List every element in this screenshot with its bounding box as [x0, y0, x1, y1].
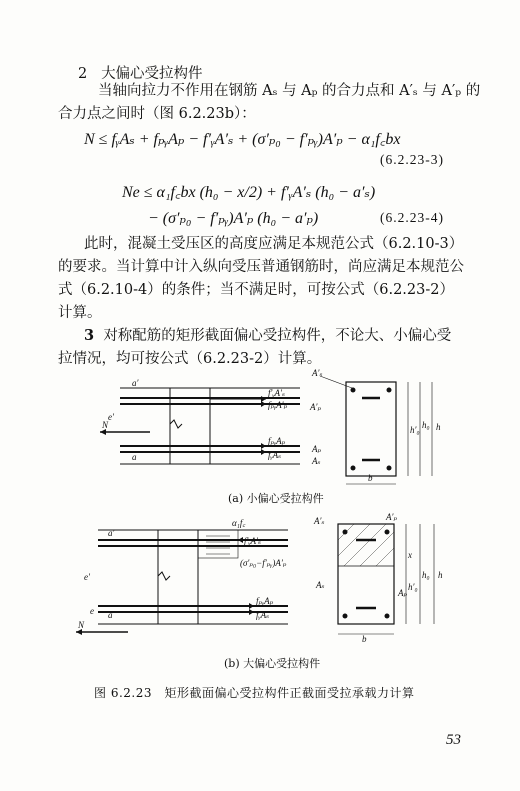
equation-number: (6.2.23-4) [380, 210, 444, 225]
section-title: 大偏心受拉构件 [101, 66, 203, 82]
stress-label: α₁f꜀ [232, 518, 246, 528]
dimension-label: h₀ [422, 570, 430, 580]
eccentricity-label: e′ [108, 412, 114, 422]
eccentricity-label: e [90, 606, 94, 616]
section-number: 2 [78, 66, 88, 82]
axial-force-label: N [78, 620, 85, 630]
dimension-label: h₀ [422, 420, 430, 430]
paragraph-line: 计算。 [58, 305, 102, 321]
dimension-label: b [362, 634, 367, 644]
paragraph-3 [84, 325, 451, 347]
force-label: fᵧAₛ [256, 610, 270, 620]
subfigure-caption: (a) 小偏心受拉构件 [228, 492, 324, 505]
cover-label: a [132, 452, 137, 462]
dimension-label: h [438, 570, 443, 580]
force-label: f′ᵧA′ₛ [268, 388, 286, 398]
subfigure-caption: (b) 大偏心受拉构件 [224, 657, 321, 670]
dimension-label: h [436, 422, 441, 432]
cover-label: a [108, 610, 113, 620]
axial-force-label: N [102, 420, 109, 430]
rebar-label: A′ₛ [312, 368, 323, 378]
dimension-label: h′₀ [408, 582, 418, 592]
paragraph-line: 式（6.2.10-4）的条件；当不满足时，可按公式（6.2.23-2） [58, 282, 454, 298]
equation-6-2-23-4-line2: − (σ′ₚ₀ − f′ₚᵧ)A′ₚ (h₀ − a′ₚ) [148, 210, 319, 227]
force-label: f′ᵧA′ₛ [244, 536, 262, 546]
figure-b-diagram [68, 510, 478, 645]
dimension-label: x [408, 550, 412, 560]
page-number: 53 [446, 732, 461, 748]
force-label: (σ′ₚ₀−f′ₚᵧ)A′ₚ [240, 558, 287, 568]
equation-number: (6.2.23-3) [380, 152, 444, 167]
paragraph-line: 合力点之间时（图 6.2.23b）： [58, 106, 256, 122]
equation-6-2-23-3: N ≤ fᵧAₛ + fₚᵧAₚ − f′ᵧA′ₛ + (σ′ₚ₀ − f′ₚᵧ)A′ₚ − α₁f꜀bx [84, 131, 401, 148]
rebar-label: Aₚ [312, 444, 322, 454]
rebar-label: Aₛ [316, 580, 325, 590]
rebar-label: Aₛ [312, 456, 321, 466]
cover-label: a′ [132, 378, 139, 388]
paragraph-line: 此时，混凝土受压区的高度应满足本规范公式（6.2.10-3） [84, 236, 464, 252]
rebar-label: A′ₚ [386, 512, 398, 522]
rebar-label: A′ₚ [310, 402, 322, 412]
figure-caption: 图 6.2.23 矩形截面偏心受拉构件正截面受拉承载力计算 [94, 686, 415, 700]
force-label: fᵧAₛ [268, 450, 282, 460]
force-label: fₚᵧA′ₚ [268, 400, 288, 410]
figure-a-diagram [90, 368, 480, 488]
force-label: fₚᵧAₚ [256, 596, 274, 606]
dimension-label: h′₀ [410, 425, 420, 435]
item-number: 3 [84, 327, 95, 344]
dimension-label: b [368, 473, 373, 483]
cover-label: a′ [108, 528, 115, 538]
paragraph-line: 对称配筋的矩形截面偏心受拉构件，不论大、小偏心受 [103, 328, 452, 344]
rebar-label: Aₚ [398, 588, 408, 598]
force-label: fₚᵧAₚ [268, 436, 286, 446]
rebar-label: A′ₛ [314, 516, 325, 526]
paragraph-line: 的要求。当计算中计入纵向受压普通钢筋时，尚应满足本规范公 [58, 259, 464, 275]
paragraph-line: 拉情况，均可按公式（6.2.23-2）计算。 [58, 351, 322, 367]
paragraph-line: 当轴向拉力不作用在钢筋 Aₛ 与 Aₚ 的合力点和 A′ₛ 与 A′ₚ 的 [98, 83, 481, 99]
equation-6-2-23-4-line1: Ne ≤ α₁f꜀bx (h₀ − x/2) + f′ᵧA′ₛ (h₀ − a′ₛ) [122, 184, 376, 201]
eccentricity-label: e′ [84, 572, 90, 582]
